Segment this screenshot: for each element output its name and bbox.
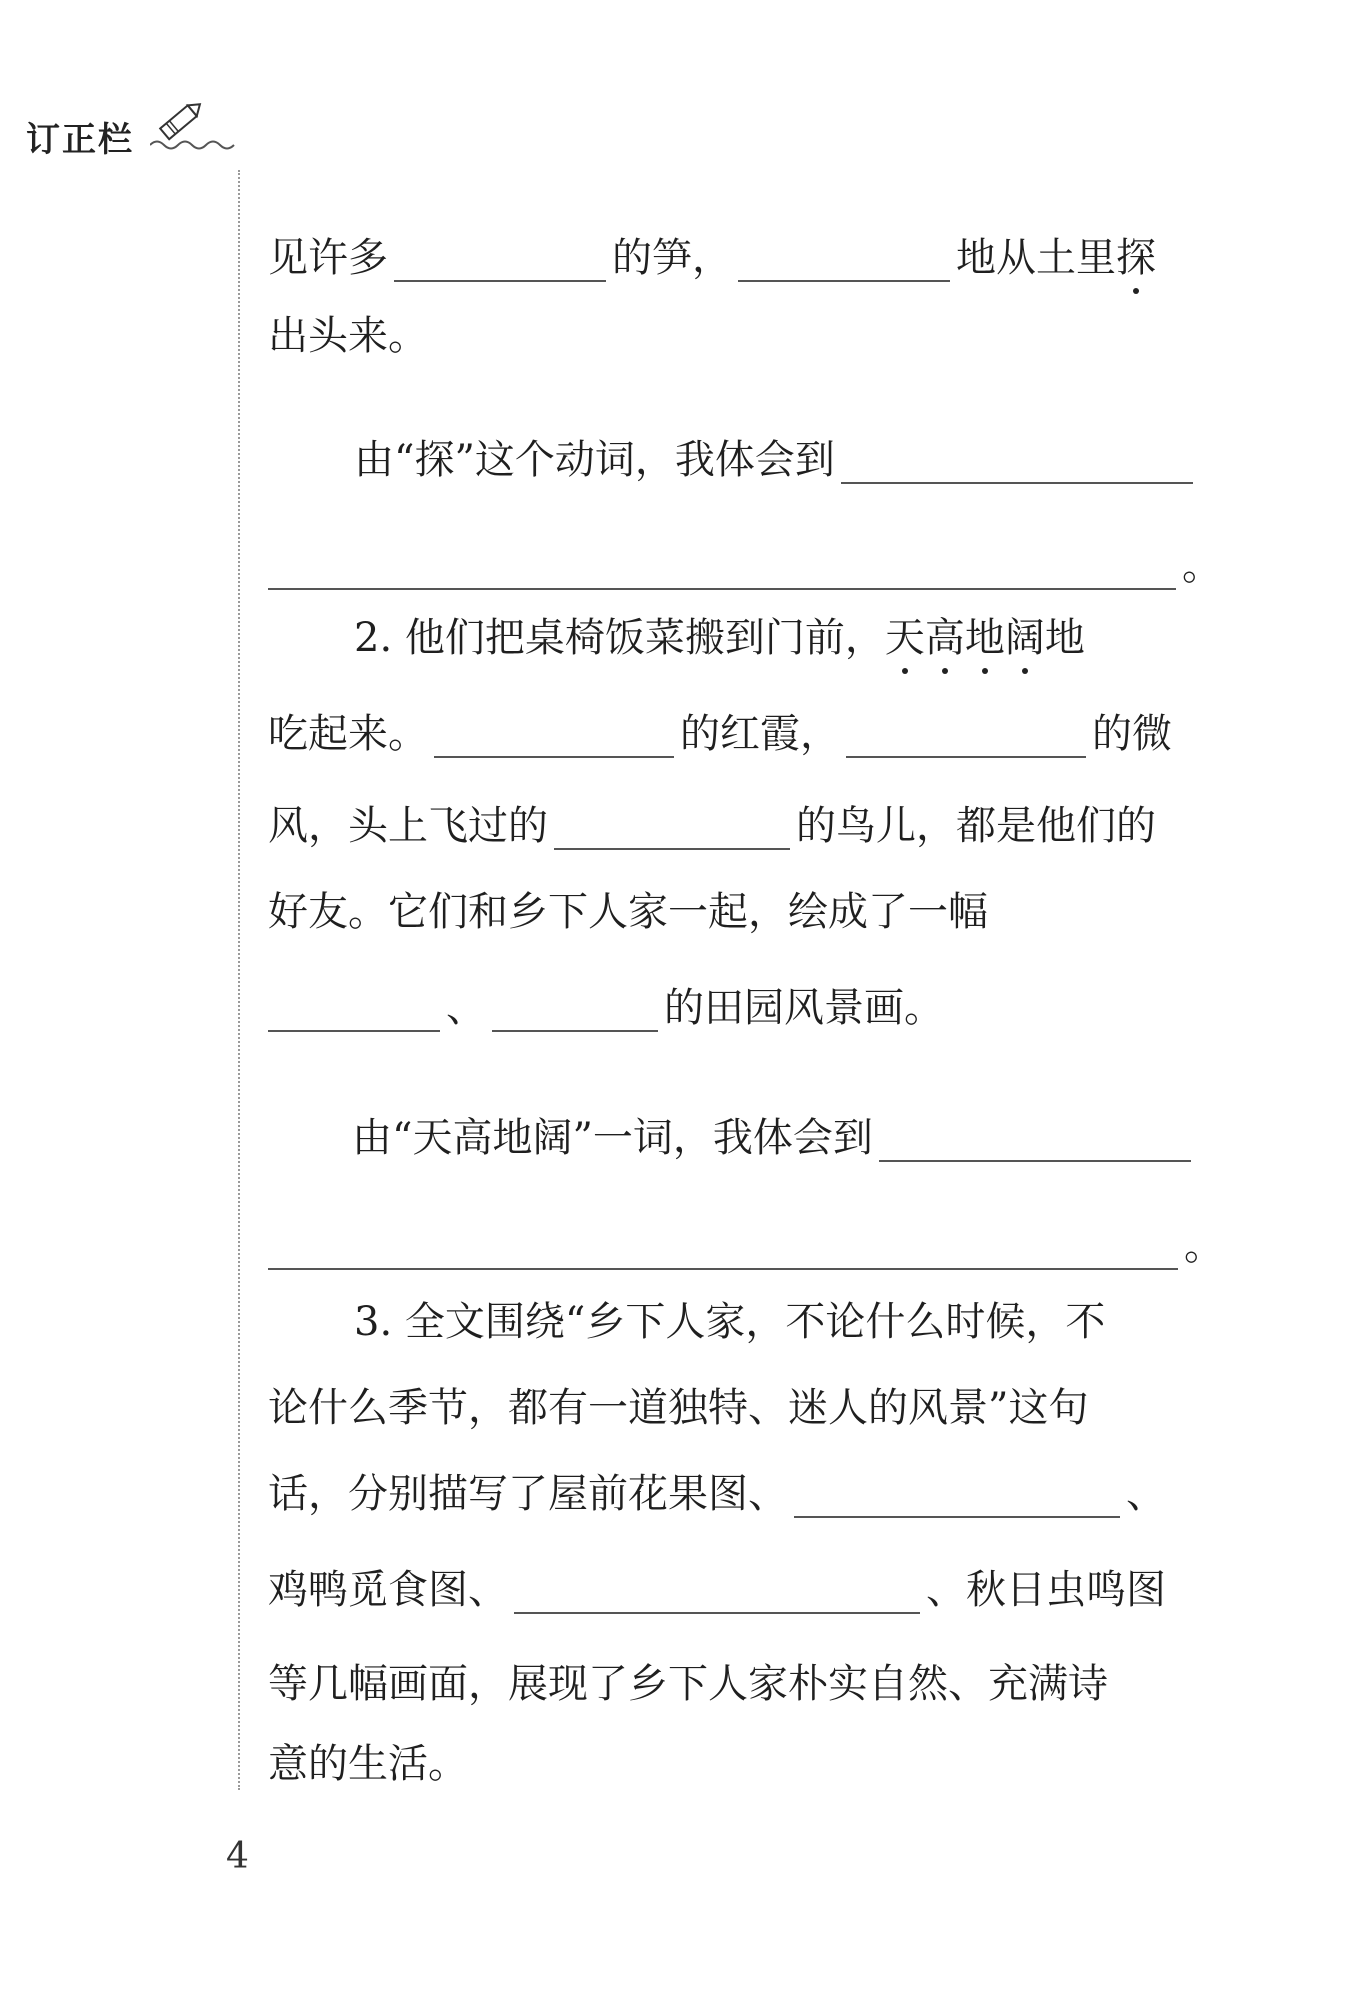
- emphasis-dot-char: 地: [964, 615, 1005, 661]
- section2-answer-line: 。: [268, 1222, 1224, 1270]
- section2-line5: 、 的田园风景画。: [268, 984, 944, 1032]
- emphasis-dot-char: 天: [884, 615, 925, 661]
- emphasis-dot-char: 高: [924, 615, 965, 661]
- margin-dotted-rule: [238, 170, 240, 1790]
- answer-line[interactable]: [268, 550, 1176, 590]
- wavy-underline: [150, 138, 240, 152]
- answer-line[interactable]: [841, 444, 1193, 484]
- blank-input[interactable]: [846, 718, 1086, 758]
- section2-line3: 风，头上飞过的 的鸟儿，都是他们的: [268, 803, 1156, 849]
- section1-prompt: 由“探”这个动词，我体会到: [354, 436, 1199, 484]
- section1-line2: 出头来。: [268, 313, 428, 359]
- blank-input[interactable]: [794, 1478, 1120, 1518]
- correction-column-label: 订正栏: [26, 120, 134, 160]
- section2-prompt: 由“天高地阔”一词，我体会到: [352, 1114, 1197, 1162]
- emphasis-dot-char: 探: [1116, 235, 1156, 281]
- section1-answer-line: 。: [268, 542, 1222, 590]
- blank-input[interactable]: [268, 992, 440, 1032]
- blank-input[interactable]: [514, 1574, 920, 1614]
- blank-input[interactable]: [738, 242, 950, 282]
- section2-line4: 好友。它们和乡下人家一起，绘成了一幅: [268, 889, 988, 935]
- section3-line1: 3. 全文围绕“乡下人家，不论什么时候，不: [354, 1299, 1106, 1345]
- section3-line5: 等几幅画面，展现了乡下人家朴实自然、充满诗: [268, 1661, 1108, 1707]
- blank-input[interactable]: [492, 992, 658, 1032]
- section3-line3: 话，分别描写了屋前花果图、 、: [268, 1471, 1166, 1517]
- section2-line2: 吃起来。 的红霞， 的微: [268, 711, 1172, 757]
- answer-line[interactable]: [268, 1230, 1178, 1270]
- emphasis-dot-char: 阔: [1004, 615, 1045, 661]
- blank-input[interactable]: [394, 242, 606, 282]
- answer-line[interactable]: [879, 1122, 1191, 1162]
- blank-input[interactable]: [434, 718, 674, 758]
- section1-line1: 见许多 的笋， 地从土里探: [268, 235, 1156, 281]
- section3-line6: 意的生活。: [268, 1741, 468, 1787]
- section3-line2: 论什么季节，都有一道独特、迷人的风景”这句: [268, 1385, 1089, 1431]
- section3-line4: 鸡鸭觅食图、 、秋日虫鸣图: [268, 1567, 1166, 1613]
- blank-input[interactable]: [554, 810, 790, 850]
- section2-line1: 2. 他们把桌椅饭菜搬到门前，天高地阔地: [354, 615, 1085, 661]
- page-number: 4: [226, 1836, 249, 1877]
